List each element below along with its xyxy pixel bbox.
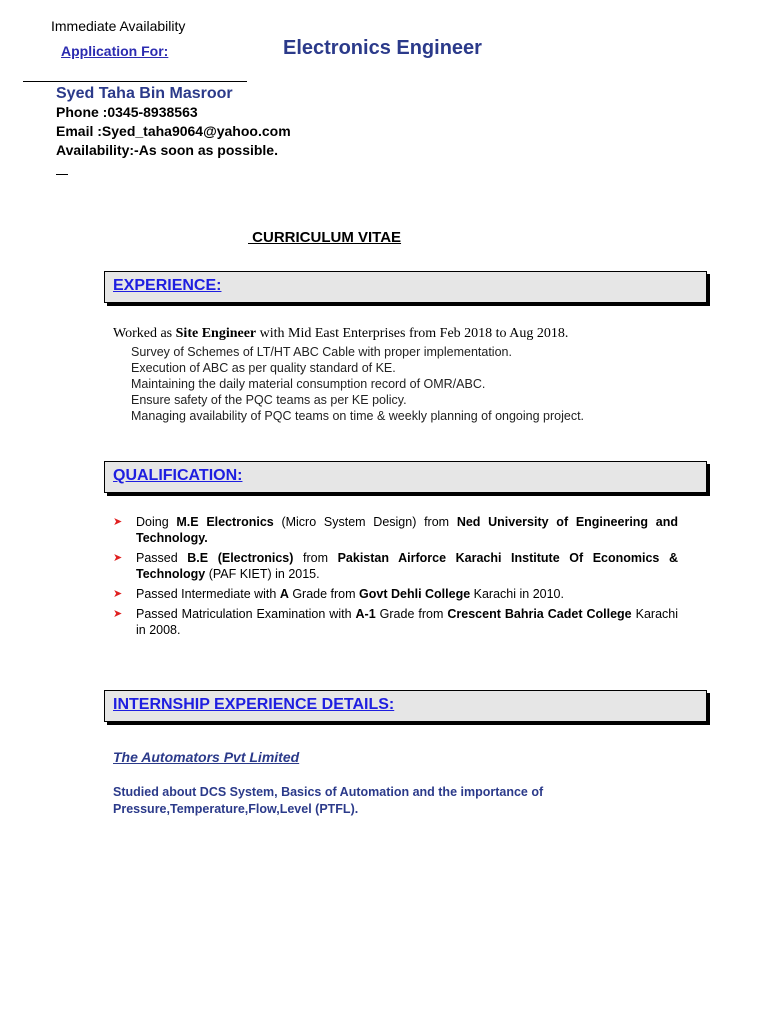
qual-text: Karachi in 2010. — [470, 587, 564, 601]
internship-description: Studied about DCS System, Basics of Automation and the importance of Pressure,Temperature,Flow,Level (PTFL). — [113, 785, 544, 816]
experience-item: Managing availability of PQC teams on time & weekly planning of ongoing project. — [131, 409, 585, 423]
list-item — [113, 514, 678, 546]
qualification-section-header — [104, 461, 707, 493]
cv-title: CURRICULUM VITAE — [248, 229, 402, 246]
qual-text: Passed — [136, 551, 188, 565]
qual-text: Grade from — [375, 607, 448, 621]
qual-text: Passed Intermediate with — [136, 587, 280, 601]
qual-text: Karachi in 2008. — [136, 607, 678, 637]
qual-bold: B.E (Electronics) — [187, 551, 294, 565]
qual-bold: Crescent Bahria Cadet College — [447, 607, 632, 621]
application-for-label: Application For: — [61, 43, 169, 59]
list-item — [113, 586, 678, 602]
experience-section-header — [104, 271, 707, 303]
qual-text: Grade from — [288, 587, 360, 601]
experience-lead — [113, 326, 568, 342]
qual-text: Doing — [136, 515, 177, 529]
experience-item: Execution of ABC as per quality standard of KE. — [131, 361, 396, 375]
position-title: Electronics Engineer — [283, 37, 482, 59]
experience-heading: EXPERIENCE: — [113, 277, 222, 294]
small-divider — [56, 174, 68, 175]
experience-item: Survey of Schemes of LT/HT ABC Cable with proper implementation. — [131, 345, 512, 359]
qual-text: (Micro System Design) from — [273, 515, 457, 529]
availability-note: Immediate Availability — [51, 18, 186, 34]
experience-item: Maintaining the daily material consumption record of OMR/ABC. — [131, 377, 486, 391]
qualification-list — [113, 514, 678, 642]
internship-company: The Automators Pvt Limited — [113, 749, 300, 765]
candidate-name: Syed Taha Bin Masroor — [56, 85, 233, 102]
phone-line: Phone :0345-8938563 — [56, 104, 198, 120]
availability-line: Availability:-As soon as possible. — [56, 142, 278, 158]
qual-bold: A-1 — [355, 607, 376, 621]
lead-role: Site Engineer — [175, 326, 257, 341]
qual-bold: Govt Dehli College — [359, 587, 471, 601]
email-line: Email :Syed_taha9064@yahoo.com — [56, 123, 291, 139]
internship-section-header — [104, 690, 707, 722]
experience-item: Ensure safety of the PQC teams as per KE policy. — [131, 393, 407, 407]
qual-text: from — [293, 551, 338, 565]
arrow-bullet-icon: ➤ — [113, 588, 123, 600]
arrow-bullet-icon: ➤ — [113, 552, 123, 564]
list-item — [113, 606, 678, 638]
qualification-heading: QUALIFICATION: — [113, 467, 243, 484]
qual-bold: M.E Electronics — [176, 515, 274, 529]
list-item — [113, 550, 678, 582]
arrow-bullet-icon: ➤ — [113, 608, 123, 620]
qual-text: (PAF KIET) in 2015. — [205, 567, 320, 581]
arrow-bullet-icon: ➤ — [113, 516, 123, 528]
qual-bold: Ned University of Engineering and Technology. — [136, 515, 679, 545]
qual-text: Passed Matriculation Examination with — [136, 607, 356, 621]
lead-prefix: Worked as — [113, 326, 176, 341]
qual-bold: A — [279, 587, 289, 601]
lead-suffix: with Mid East Enterprises from Feb 2018 to Aug 2018. — [256, 326, 569, 341]
qual-bold: Pakistan Airforce Karachi Institute Of Economics & Technology — [136, 551, 678, 581]
internship-heading: INTERNSHIP EXPERIENCE DETAILS: — [113, 696, 395, 713]
header-divider — [23, 81, 247, 82]
